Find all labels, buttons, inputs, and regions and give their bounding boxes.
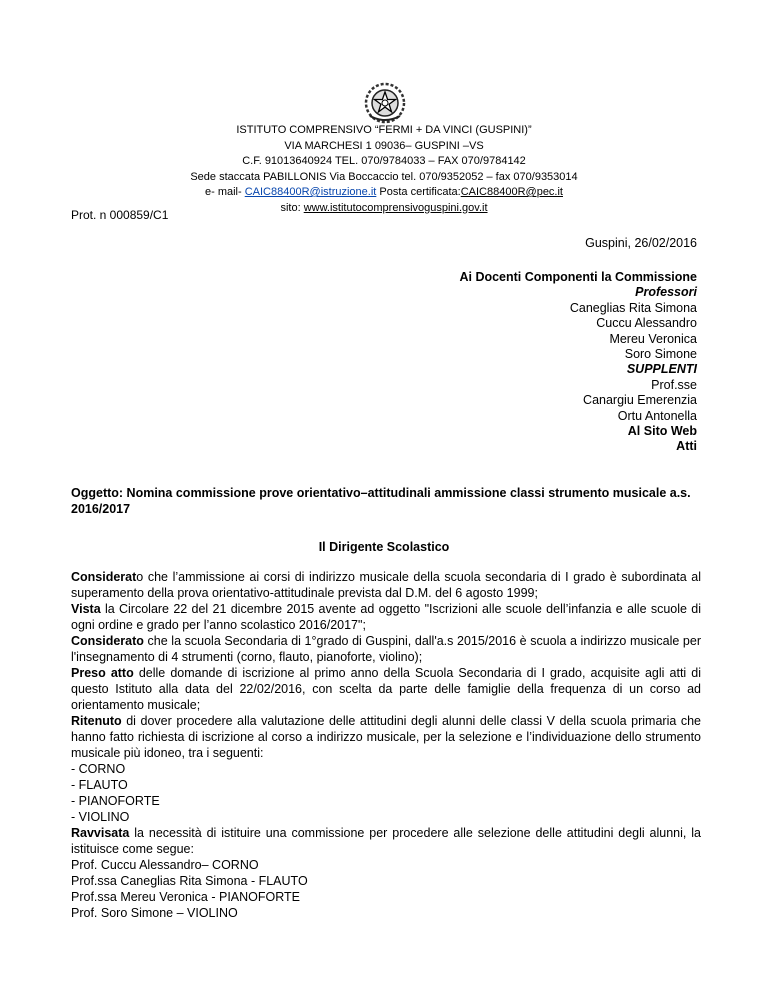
- document-date: Guspini, 26/02/2016: [585, 236, 697, 250]
- subject-line: Oggetto: Nomina commissione prove orientativo–attitudinali ammissione classi strumento musicale a.s. 2016/2017: [71, 486, 691, 516]
- email-line: [0, 185, 768, 201]
- paragraph-text: delle domande di iscrizione al primo anno della Scuola Secondaria di I grado, acquisite agli atti di questo Istituto alla data del 22/02/2016, con scelta da parte delle famiglie della frequenza di un corso ad orientamento musicale;: [71, 666, 701, 712]
- paragraph: [71, 633, 701, 665]
- paragraph: [71, 665, 701, 713]
- paragraph-text: la necessità di istituire una commissione per procedere alle selezione delle attitudini degli alunni, la istituisce come segue:: [71, 826, 701, 856]
- paragraph-keyword: Considerat: [71, 570, 137, 584]
- commission-member: Prof.ssa Mereu Veronica - PIANOFORTE: [71, 890, 301, 904]
- recipient-records: Atti: [676, 439, 697, 454]
- commission-member: Prof. Soro Simone – VIOLINO: [71, 906, 238, 920]
- professori-label: Professori: [635, 285, 697, 300]
- instrument-item: - VIOLINO: [71, 810, 130, 824]
- school-name: ISTITUTO COMPRENSIVO “FERMI + DA VINCI (GUSPINI)”: [236, 124, 532, 136]
- commission-member: Prof.ssa Caneglias Rita Simona - FLAUTO: [71, 874, 308, 888]
- instrument-item: - CORNO: [71, 762, 126, 776]
- substitute-name: Ortu Antonella: [617, 408, 697, 423]
- instrument-item: - FLAUTO: [71, 778, 128, 792]
- site-link[interactable]: www.istitutocomprensivoguspini.gov.it: [303, 201, 488, 214]
- italian-republic-emblem-icon: [364, 82, 406, 124]
- paragraph-keyword: Preso atto: [71, 666, 134, 680]
- supplenti-title: Prof.sse: [651, 377, 697, 392]
- professor-name: Soro Simone: [624, 347, 697, 362]
- paragraph-text: di dover procedere alla valutazione delle attitudini degli alunni delle classi V della scuola primaria che hanno fatto richiesta di iscrizione al corso a indirizzo musicale, per la selezione e l’individuazione dello strumento musicale più idoneo, tra i seguenti:: [71, 714, 701, 760]
- recipients-block: [459, 270, 697, 455]
- paragraph: [71, 601, 701, 633]
- email-label: e- mail-: [204, 186, 245, 198]
- commission-member: Prof. Cuccu Alessandro– CORNO: [71, 858, 259, 872]
- signatory-heading: Il Dirigente Scolastico: [318, 540, 450, 554]
- substitute-name: Canargiu Emerenzia: [583, 393, 697, 408]
- pec-link[interactable]: CAIC88400R@pec.it: [460, 186, 563, 198]
- recipients-heading: Ai Docenti Componenti la Commissione: [459, 270, 697, 284]
- instrument-item: - PIANOFORTE: [71, 794, 160, 808]
- site-label: sito:: [280, 201, 304, 214]
- protocol-number: Prot. n 000859/C1: [71, 208, 169, 222]
- paragraph-keyword: Ravvisata: [71, 826, 130, 840]
- school-address: VIA MARCHESI 1 09036– GUSPINI –VS: [284, 139, 484, 152]
- paragraph-keyword: Vista: [71, 602, 101, 616]
- document-body: [71, 569, 701, 921]
- paragraph-keyword: Considerato: [71, 634, 144, 648]
- school-fiscal-contacts: C.F. 91013640924 TEL. 070/9784033 – FAX 070/9784142: [242, 155, 526, 167]
- email-link[interactable]: CAIC88400R@istruzione.it: [244, 186, 377, 198]
- paragraph: [71, 713, 701, 761]
- supplenti-label: SUPPLENTI: [626, 362, 697, 377]
- paragraph: [71, 825, 701, 857]
- recipient-website: Al Sito Web: [627, 424, 697, 439]
- paragraph-text: la Circolare 22 del 21 dicembre 2015 avente ad oggetto "Iscrizioni alle scuole dell’infanzia e alle scuole di ogni ordine e grado per l’anno scolastico 2016/2017";: [71, 602, 701, 632]
- paragraph-keyword: Ritenuto: [71, 714, 122, 728]
- school-header: [0, 123, 768, 216]
- paragraph-text: o che l’ammissione ai corsi di indirizzo musicale della scuola secondaria di I grado è subordinata al superamento della prova orientativo-attitudinale prevista dal D.M. del 6 agosto 1999;: [71, 570, 701, 600]
- professor-name: Mereu Veronica: [609, 331, 697, 346]
- professor-name: Cuccu Alessandro: [596, 316, 697, 331]
- pec-label: Posta certificata:: [376, 186, 461, 198]
- paragraph: [71, 569, 701, 601]
- professor-name: Caneglias Rita Simona: [569, 300, 697, 315]
- branch-office: Sede staccata PABILLONIS Via Boccaccio tel. 070/9352052 – fax 070/9353014: [190, 170, 578, 183]
- paragraph-text: che la scuola Secondaria di 1°grado di Guspini, dall'a.s 2015/2016 è scuola a indirizzo musicale per l'insegnamento di 4 strumenti (corno, flauto, pianoforte, violino);: [71, 634, 701, 664]
